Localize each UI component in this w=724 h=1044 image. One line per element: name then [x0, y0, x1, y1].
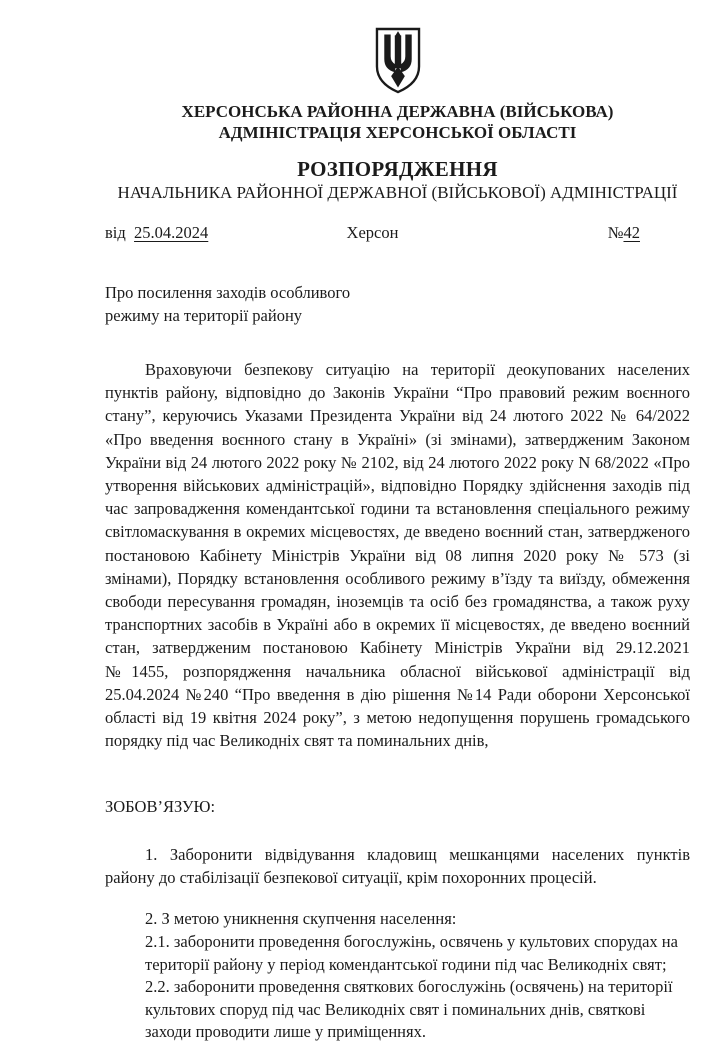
subject-line1: Про посилення заходів особливого	[105, 283, 351, 302]
document-date	[105, 222, 283, 244]
number-value: 42	[623, 223, 640, 242]
resolution-heading: ЗОБОВ’ЯЗУЮ:	[105, 797, 216, 817]
emblem-container	[105, 26, 690, 98]
number-sign-label: №	[607, 223, 624, 242]
city-label: Херсон	[346, 223, 399, 242]
org-name-line1: ХЕРСОНСЬКА РАЙОННА ДЕРЖАВНА (ВІЙСЬКОВА)	[181, 102, 614, 121]
document-author-subtitle: НАЧАЛЬНИКА РАЙОННОЇ ДЕРЖАВНОЇ (ВІЙСЬКОВОЇ) АДМІНІСТРАЦІЇ	[117, 183, 678, 202]
document-meta-row	[105, 222, 690, 244]
date-value: 25.04.2024	[134, 223, 209, 242]
subject-line2: режиму на території району	[105, 306, 303, 325]
document-type-title: РОЗПОРЯДЖЕННЯ	[297, 157, 498, 181]
document-number	[462, 222, 690, 244]
document-subject	[105, 281, 690, 327]
order-item-1: 1. Заборонити відвідування кладовищ мешканцями населених пунктів району до стабілізації безпекової ситуації, крім похоронних процесій.	[105, 845, 690, 888]
date-prefix-label: від	[105, 223, 126, 242]
preamble-paragraph: Враховуючи безпекову ситуацію на території деокупованих населених пунктів району, відповідно до Законів України “Про правовий режим воєнного стану”, керуючись Указами Президента України від 24 лютого 2022 № 64/2022 «Про введення воєнного стану в Україні» (зі змінами), затвердженим Законом України від 24 лютого 2022 року № 2102, від 24 лютого 2022 року N 68/2022 «Про утворення військових адміністрацій», відповідно Порядку здійснення заходів під час запровадження комендантської години та встановлення спеціального режиму світломаскування в окремих місцевостях, де введено воєнний стан, затвердженого постановою Кабінету Міністрів України від 08 липня 2020 року № 573 (зі змінами), Порядку встановлення особливого режиму в’їзду та виїзду, обмеження свободи пересування громадян, іноземців та осіб без громадянства, а також руху транспортних засобів в Україні або в окремих її місцевостях, де введено воєнний стан, затвердженим постановою Кабінету Міністрів України від 29.12.2021 №1455, розпорядження начальника обласної військової адміністрації від 25.04.2024 №240 “Про введення в дію рішення №14 Ради оборони Херсонської області від 19 квітня 2024 року”, з метою недопущення порушень громадського порядку під час Великодніх свят та поминальних днів,	[105, 360, 690, 751]
ukraine-trident-emblem-icon	[366, 26, 430, 96]
document-city	[283, 222, 461, 244]
order-item-2-2: 2.2. заборонити проведення святкових богослужінь (освячень) на території культових споруд під час Великодніх свят і поминальних днів, святкові заходи проводити лише у приміщеннях.	[145, 977, 673, 1042]
order-item-2-1: 2.1. заборонити проведення богослужінь, освячень у культових спорудах на території району у період комендантської години під час Великодніх свят;	[145, 932, 678, 974]
org-name-line2: АДМІНІСТРАЦІЯ ХЕРСОНСЬКОЇ ОБЛАСТІ	[218, 123, 577, 142]
order-item-2: 2. З метою уникнення скупчення населення:	[145, 909, 457, 929]
